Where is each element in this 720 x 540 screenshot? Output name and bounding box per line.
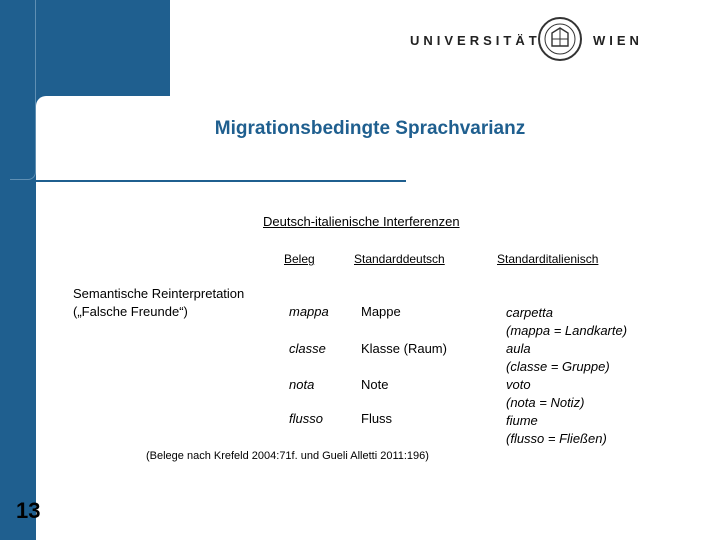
column-header-beleg: Beleg <box>284 252 315 266</box>
italian-line: carpetta <box>506 305 553 320</box>
category-line-1: Semantische Reinterpretation <box>73 286 245 301</box>
row-beleg-mappa: mappa <box>289 304 329 319</box>
italian-line: (flusso = Fließen) <box>506 431 607 446</box>
page-number: 13 <box>16 498 41 523</box>
city-label: WIEN <box>593 33 643 48</box>
university-label: UNIVERSITÄT <box>410 33 541 48</box>
column-header-standarddeutsch: Standarddeutsch <box>354 252 445 266</box>
column-header-standarditalienisch: Standarditalienisch <box>497 252 599 266</box>
university-seal-icon <box>537 16 583 62</box>
decorative-outline <box>10 0 36 180</box>
italian-line: aula <box>506 341 531 356</box>
italian-line: (mappa = Landkarte) <box>506 323 628 338</box>
italian-line: (nota = Notiz) <box>506 395 585 410</box>
italian-column <box>506 304 627 448</box>
italian-line: (classe = Gruppe) <box>506 359 610 374</box>
source-note: (Belege nach Krefeld 2004:71f. und Gueli Alletti 2011:196) <box>146 450 429 462</box>
category-label <box>73 285 244 321</box>
italian-line: voto <box>506 377 531 392</box>
row-beleg-classe: classe <box>289 341 326 356</box>
slide-subtitle: Deutsch-italienische Interferenzen <box>263 214 460 229</box>
category-line-2: („Falsche Freunde“) <box>73 304 188 319</box>
italian-line: fiume <box>506 413 538 428</box>
row-deutsch-klasse: Klasse (Raum) <box>361 341 447 356</box>
row-deutsch-mappe: Mappe <box>361 304 401 319</box>
row-deutsch-fluss: Fluss <box>361 411 393 426</box>
row-deutsch-note: Note <box>361 377 389 392</box>
row-beleg-nota: nota <box>289 377 315 392</box>
top-blue-panel <box>36 0 170 96</box>
slide-title: Migrationsbedingte Sprachvarianz <box>214 118 526 139</box>
row-beleg-flusso: flusso <box>289 411 323 426</box>
